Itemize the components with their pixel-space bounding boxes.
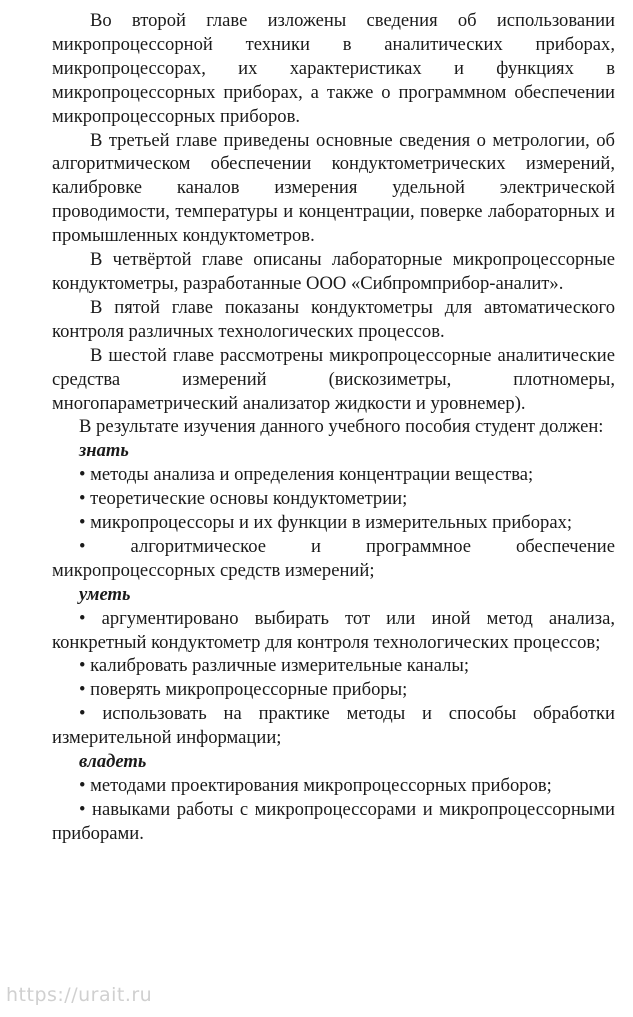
document-page — [52, 9, 615, 846]
list-item: • поверять микропроцессорные приборы; — [79, 679, 408, 701]
list-item: • аргументировано выбирать тот или иной метод анализа, конкретный кондуктометр для контроля технологических процессов; — [52, 607, 615, 653]
list-item: • алгоритмическое и программное обеспечение микропроцессорных средств измерений; — [52, 535, 615, 581]
list-item: • навыками работы с микропроцессорами и микропроцессорными приборами. — [52, 798, 615, 844]
paragraph-chapter-3: В третьей главе приведены основные сведения о метрологии, об алгоритмическом обеспечении кондуктометрических измерений, калибровке каналов измерения удельной электрической проводимости, температуры и концентрации, поверке лабораторных и промышленных кондуктометров. — [52, 129, 615, 247]
heading-master: владеть — [79, 751, 147, 773]
list-item: • калибровать различные измерительные каналы; — [79, 655, 470, 677]
paragraph-chapter-4: В четвёртой главе описаны лабораторные микропроцессорные кондуктометры, разработанные ООО «Сибпромприбор-аналит». — [52, 249, 615, 294]
learning-outcomes-intro: В результате изучения данного учебного пособия студент должен: — [79, 416, 604, 438]
paragraph-chapter-5: В пятой главе показаны кондуктометры для автоматического контроля различных технологических процессов. — [52, 296, 615, 342]
heading-can: уметь — [79, 583, 131, 605]
heading-know: знать — [79, 440, 129, 462]
paragraph-chapter-6: В шестой главе рассмотрены микропроцессорные аналитические средства измерений (вискозиметры, плотномеры, многопараметрический анализатор жидкости и уровнемер). — [52, 344, 615, 414]
list-item: • использовать на практике методы и способы обработки измерительной информации; — [52, 703, 615, 749]
list-item: • методы анализа и определения концентрации вещества; — [79, 464, 534, 486]
watermark-url: https://urait.ru — [6, 984, 153, 1006]
list-item: • методами проектирования микропроцессорных приборов; — [79, 775, 552, 796]
list-item: • теоретические основы кондуктометрии; — [79, 488, 408, 510]
paragraph-chapter-2: Во второй главе изложены сведения об использовании микропроцессорной техники в аналитических приборах, микропроцессорах, их характеристиках и функциях в микропроцессорных приборах, а также о программном обеспечении микропроцессорных приборов. — [52, 10, 615, 127]
list-item: • микропроцессоры и их функции в измерительных приборах; — [79, 512, 573, 534]
